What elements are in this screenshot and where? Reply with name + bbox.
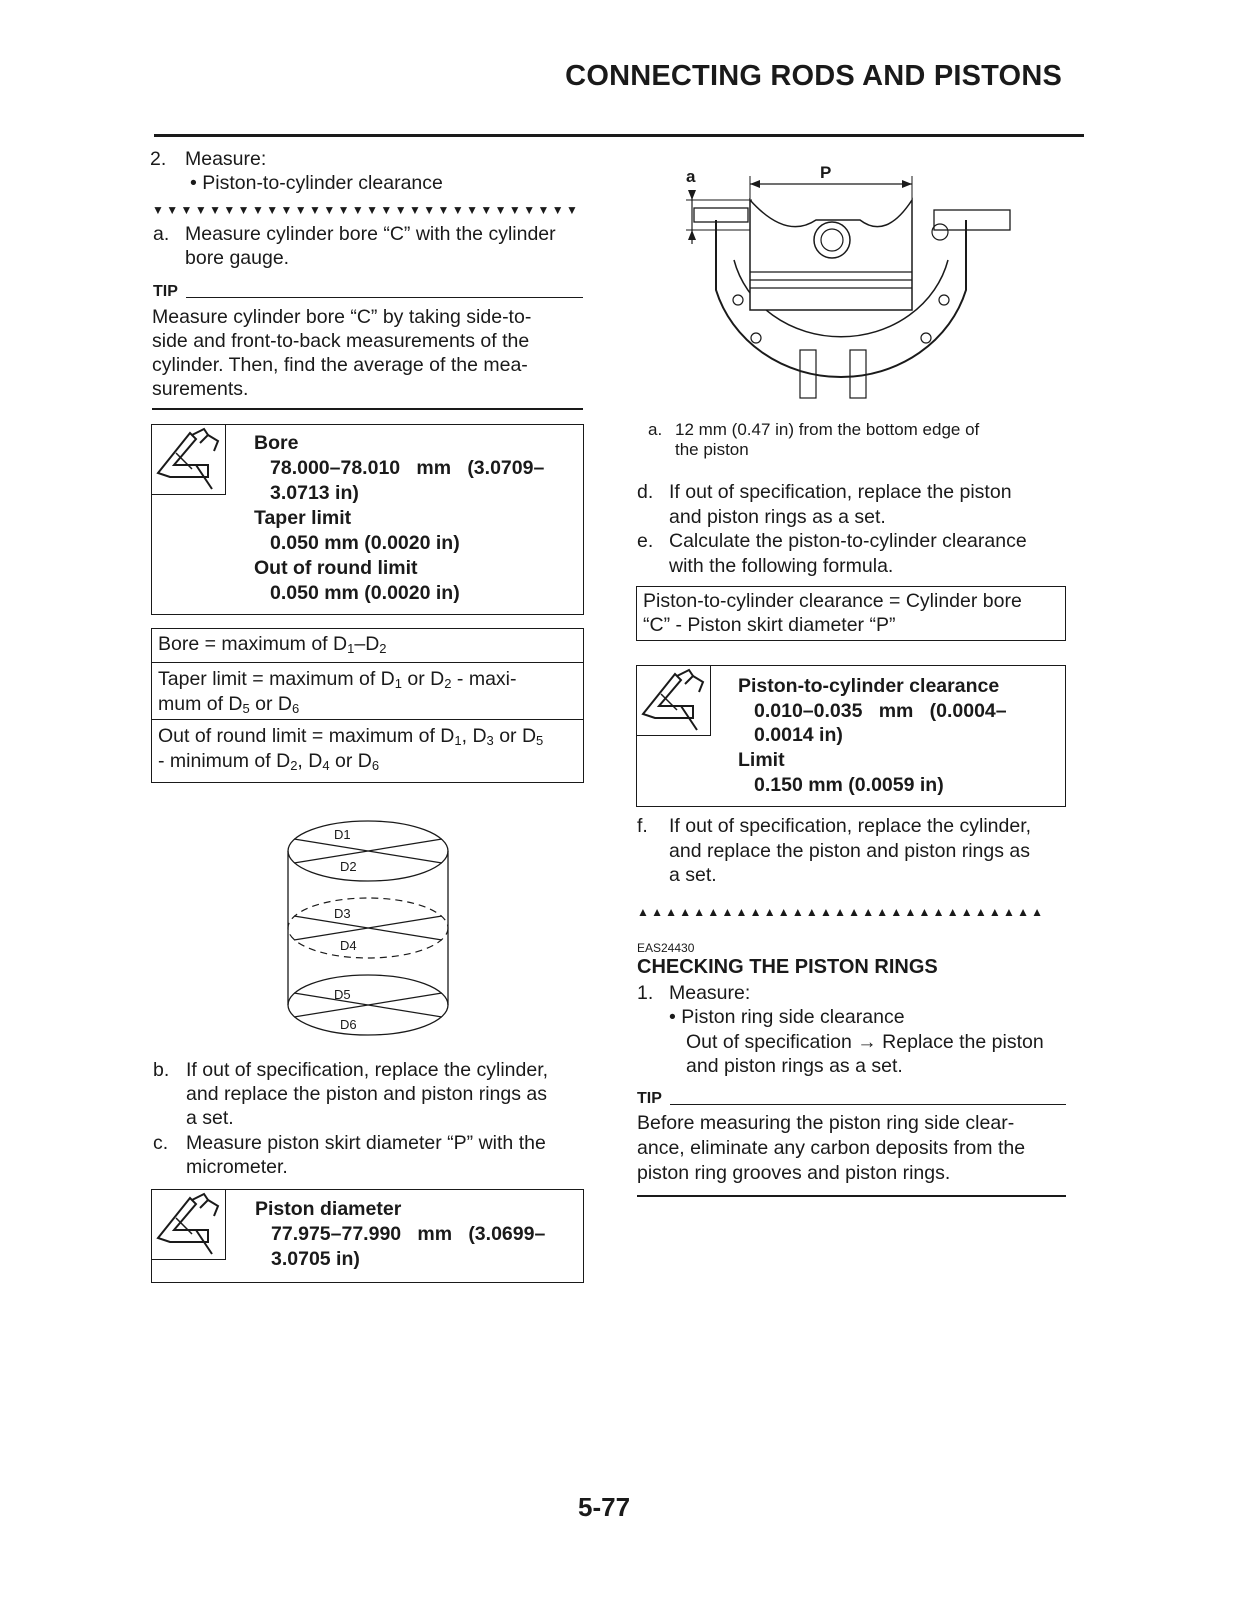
formula-sub: 2 bbox=[290, 758, 298, 773]
formula-sub: 6 bbox=[292, 701, 300, 716]
formula-sub: 1 bbox=[394, 676, 402, 691]
caliper-icon bbox=[637, 666, 711, 736]
step-a-line2: bore gauge. bbox=[185, 247, 290, 269]
spec-box-piston-diameter bbox=[151, 1189, 584, 1283]
step-a-letter: a. bbox=[153, 223, 170, 245]
section-code: EAS24430 bbox=[637, 941, 695, 955]
end-marker-triangles: ▲▲▲▲▲▲▲▲▲▲▲▲▲▲▲▲▲▲▲▲▲▲▲▲▲▲▲▲▲ bbox=[637, 905, 1046, 919]
step-f-line: If out of specification, replace the cylinder, bbox=[669, 815, 1032, 837]
label-d4: D4 bbox=[340, 938, 357, 953]
formula-text: , D bbox=[461, 725, 487, 747]
clearance-formula-box bbox=[636, 586, 1066, 641]
section-title: CHECKING THE PISTON RINGS bbox=[637, 956, 938, 978]
spec-value: 77.975–77.990 mm (3.0699– bbox=[271, 1223, 546, 1245]
cylinder-measurement-diagram bbox=[280, 815, 460, 1040]
step-c-line2: micrometer. bbox=[186, 1156, 288, 1178]
spec-value: 0.050 mm (0.0020 in) bbox=[270, 532, 460, 554]
spec-box-bore bbox=[151, 424, 584, 615]
tip-label: TIP bbox=[637, 1090, 662, 1107]
label-d6: D6 bbox=[340, 1017, 357, 1032]
formula-text: or D bbox=[402, 668, 445, 690]
tip-text-line: Measure cylinder bore “C” by taking side-to- bbox=[152, 306, 532, 328]
spec-label: Piston-to-cylinder clearance bbox=[738, 675, 1000, 697]
formula-text: - minimum of D bbox=[158, 750, 291, 772]
caption-letter: a. bbox=[648, 420, 663, 439]
formula-text: mum of D bbox=[158, 693, 243, 715]
caliper-icon bbox=[152, 1190, 226, 1260]
spec-value: 3.0705 in) bbox=[271, 1248, 360, 1270]
tip-rule bbox=[670, 1104, 1066, 1105]
start-marker-triangles: ▼▼▼▼▼▼▼▼▼▼▼▼▼▼▼▼▼▼▼▼▼▼▼▼▼▼▼▼▼▼ bbox=[152, 203, 581, 217]
label-a: a bbox=[686, 167, 696, 186]
formula-row-round bbox=[152, 720, 583, 782]
spec-value: 3.0713 in) bbox=[270, 482, 359, 504]
tip-text-line: Before measuring the piston ring side clear- bbox=[637, 1112, 1015, 1134]
formula-text: Taper limit = maximum of D bbox=[158, 668, 395, 690]
spec-label: Out of round limit bbox=[254, 557, 418, 579]
step-2-label: Measure: bbox=[185, 148, 267, 170]
step-f-line: and replace the piston and piston rings as bbox=[669, 840, 1030, 862]
step-b-line: a set. bbox=[186, 1107, 234, 1129]
spec-value: 0.150 mm (0.0059 in) bbox=[754, 774, 944, 796]
formula-sub: 4 bbox=[322, 758, 330, 773]
tip-end-rule bbox=[637, 1195, 1066, 1197]
spec-label: Taper limit bbox=[254, 507, 352, 529]
formula-text: - maxi- bbox=[451, 668, 517, 690]
spec-value: 0.010–0.035 mm (0.0004– bbox=[754, 700, 1007, 722]
page-title: CONNECTING RODS AND PISTONS bbox=[565, 60, 1062, 92]
step-e-line1: Calculate the piston-to-cylinder clearance bbox=[669, 530, 1027, 552]
step-2-number: 2. bbox=[150, 148, 167, 170]
step-1-number: 1. bbox=[637, 982, 654, 1004]
header-rule bbox=[154, 134, 1084, 137]
step-f-line: a set. bbox=[669, 864, 717, 886]
formula-sub: 1 bbox=[454, 733, 462, 748]
label-d5: D5 bbox=[334, 987, 351, 1002]
step-b-line: If out of specification, replace the cylinder, bbox=[186, 1059, 549, 1081]
spec-value: 0.0014 in) bbox=[754, 724, 843, 746]
tip-end-rule bbox=[152, 408, 583, 410]
tip-text-line: surements. bbox=[152, 378, 249, 400]
page-number: 5-77 bbox=[578, 1492, 631, 1522]
label-d2: D2 bbox=[340, 859, 357, 874]
caption-line1: 12 mm (0.47 in) from the bottom edge of bbox=[675, 420, 980, 439]
spec-value: 0.050 mm (0.0020 in) bbox=[270, 582, 460, 604]
formula-text: , D bbox=[297, 750, 323, 772]
spec-box-clearance bbox=[636, 665, 1066, 807]
formula-line2: “C” - Piston skirt diameter “P” bbox=[643, 614, 896, 636]
step-a-line1: Measure cylinder bore “C” with the cylinder bbox=[185, 223, 556, 245]
label-p: P bbox=[820, 163, 832, 182]
step-d-line1: If out of specification, replace the piston bbox=[669, 481, 1012, 503]
caliper-icon bbox=[152, 425, 226, 495]
tip-rule bbox=[186, 297, 583, 298]
step-1-line2: and piston rings as a set. bbox=[686, 1055, 903, 1077]
formula-sub: 1 bbox=[347, 641, 355, 656]
tip-text-line: ance, eliminate any carbon deposits from the bbox=[637, 1137, 1026, 1159]
formula-line1: Piston-to-cylinder clearance = Cylinder bore bbox=[643, 590, 1022, 612]
spec-label: Piston diameter bbox=[255, 1198, 402, 1220]
step-d-letter: d. bbox=[637, 481, 654, 503]
formula-row-bore bbox=[152, 629, 583, 663]
step-e-letter: e. bbox=[637, 530, 654, 552]
formula-text: Bore = maximum of D bbox=[158, 633, 348, 655]
label-d3: D3 bbox=[334, 906, 351, 921]
formula-text: or D bbox=[249, 693, 293, 715]
spec-label: Limit bbox=[738, 749, 785, 771]
tip-text-line: side and front-to-back measurements of the bbox=[152, 330, 530, 352]
caption-line2: the piston bbox=[675, 440, 749, 459]
step-f-letter: f. bbox=[637, 815, 648, 837]
piston-micrometer-diagram bbox=[676, 160, 1016, 400]
formula-text: –D bbox=[354, 633, 380, 655]
formula-text: or D bbox=[329, 750, 372, 772]
step-c-letter: c. bbox=[153, 1132, 169, 1154]
step-1-label: Measure: bbox=[669, 982, 751, 1004]
formula-table bbox=[151, 628, 584, 783]
tip-text-line: cylinder. Then, find the average of the mea- bbox=[152, 354, 528, 376]
step-d-line2: and piston rings as a set. bbox=[669, 506, 886, 528]
step-2-bullet: • Piston-to-cylinder clearance bbox=[190, 172, 443, 194]
step-e-line2: with the following formula. bbox=[669, 555, 894, 577]
step-c-line1: Measure piston skirt diameter “P” with the bbox=[186, 1132, 546, 1154]
label-d1: D1 bbox=[334, 827, 351, 842]
tip-label: TIP bbox=[153, 283, 178, 300]
step-1-bullet: • Piston ring side clearance bbox=[669, 1006, 905, 1028]
spec-value: 78.000–78.010 mm (3.0709– bbox=[270, 457, 545, 479]
spec-label: Bore bbox=[254, 432, 299, 454]
step-b-line: and replace the piston and piston rings as bbox=[186, 1083, 547, 1105]
tip-text-line: piston ring grooves and piston rings. bbox=[637, 1162, 951, 1184]
formula-sub: 6 bbox=[371, 758, 380, 773]
formula-sub: 5 bbox=[242, 701, 250, 716]
formula-sub: 3 bbox=[486, 733, 494, 748]
formula-sub: 2 bbox=[379, 641, 387, 656]
formula-text: or D bbox=[493, 725, 537, 747]
formula-text: Out of round limit = maximum of D bbox=[158, 725, 455, 747]
formula-sub: 5 bbox=[536, 733, 544, 748]
formula-row-taper bbox=[152, 663, 583, 720]
formula-sub: 2 bbox=[444, 676, 452, 691]
step-b-letter: b. bbox=[153, 1059, 170, 1081]
step-1-line1: Out of specification → Replace the piston bbox=[686, 1031, 1044, 1053]
